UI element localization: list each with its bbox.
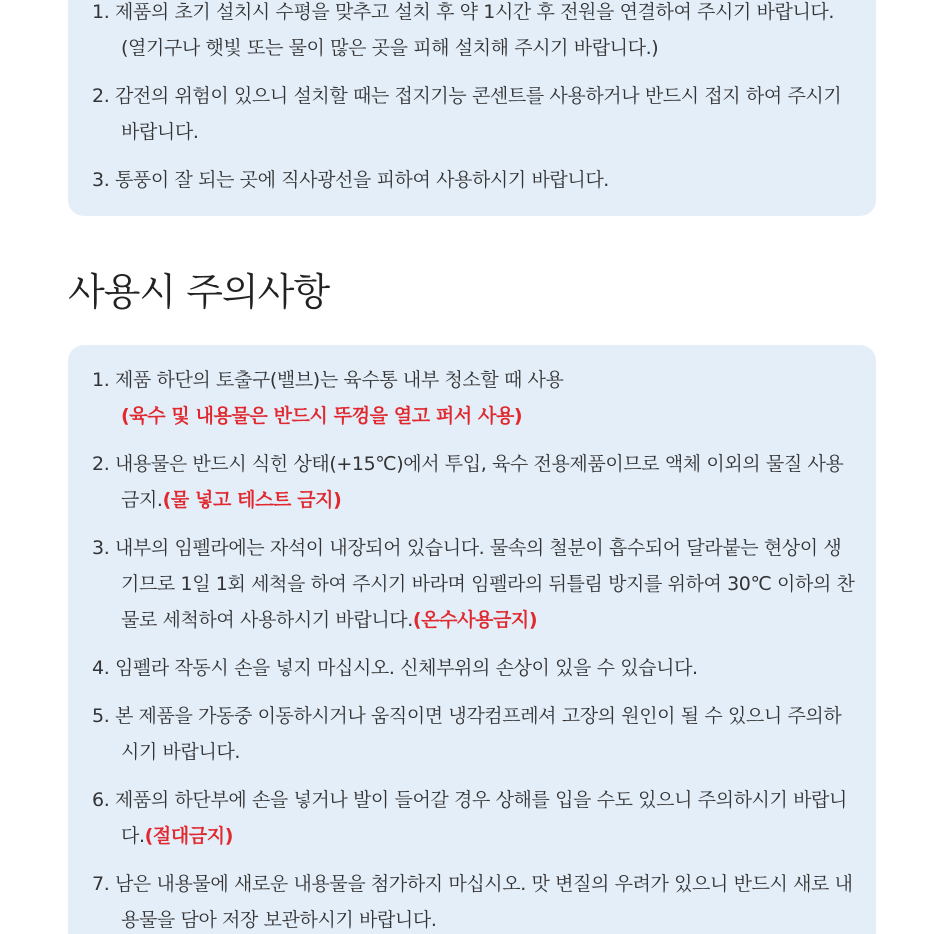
list-item [92, 650, 858, 686]
item-text: 제품의 하단부에 손을 넣거나 발이 들어갈 경우 상해를 입을 수도 있으니 주의하시기 바랍니다. [114, 789, 847, 847]
list-item [92, 782, 858, 854]
warning-highlight: (온수사용금지) [412, 609, 538, 631]
item-text: 본 제품을 가동중 이동하시거나 움직이면 냉각컴프레셔 고장의 원인이 될 수 있으니 주의하시기 바랍니다. [114, 705, 842, 763]
item-number: 7. [92, 873, 110, 895]
list-item [92, 78, 858, 150]
item-text: 제품의 초기 설치시 수평을 맞추고 설치 후 약 1시간 후 전원을 연결하여 주시기 바랍니다.(열기구나 햇빛 또는 물이 많은 곳을 피해 설치해 주시기 바랍니다.) [114, 1, 835, 59]
list-item [92, 446, 858, 518]
warning-highlight: (육수 및 내용물은 반드시 뚜껑을 열고 퍼서 사용) [121, 405, 523, 427]
usage-cautions-box [68, 345, 876, 934]
item-number: 4. [92, 657, 110, 679]
item-number: 2. [92, 453, 110, 475]
item-number: 3. [92, 537, 110, 559]
item-text: 감전의 위험이 있으니 설치할 때는 접지기능 콘센트를 사용하거나 반드시 접지 하여 주시기 바랍니다. [114, 85, 842, 143]
installation-notes-list [92, 0, 858, 210]
section-title: 사용시 주의사항 [68, 270, 330, 314]
item-number: 2. [92, 85, 110, 107]
item-number: 1. [92, 369, 110, 391]
list-item [92, 0, 858, 66]
item-number: 1. [92, 1, 110, 23]
item-text: 내부의 임펠라에는 자석이 내장되어 있습니다. 물속의 철분이 흡수되어 달라붙는 현상이 생기므로 1일 1회 세척을 하여 주시기 바라며 임펠라의 뒤틀림 방지를 위하여 30℃ 이하의 찬물로 세척하여 사용하시기 바랍니다. [114, 537, 855, 631]
installation-notes-box [68, 0, 876, 216]
warning-highlight: (절대금지) [144, 825, 233, 847]
list-item [92, 866, 858, 934]
usage-cautions-list [92, 362, 858, 934]
item-text: 임펠라 작동시 손을 넣지 마십시오. 신체부위의 손상이 있을 수 있습니다. [114, 657, 698, 679]
list-item [92, 162, 858, 198]
warning-highlight: (물 넣고 테스트 금지) [162, 489, 342, 511]
item-text: 내용물은 반드시 식힌 상태(+15℃)에서 투입, 육수 전용제품이므로 액체 이외의 물질 사용금지. [114, 453, 844, 511]
item-number: 5. [92, 705, 110, 727]
item-text: 제품 하단의 토출구(밸브)는 육수통 내부 청소할 때 사용 [114, 369, 564, 391]
item-number: 3. [92, 169, 110, 191]
list-item [92, 530, 858, 638]
item-text: 남은 내용물에 새로운 내용물을 첨가하지 마십시오. 맛 변질의 우려가 있으니 반드시 새로 내용물을 담아 저장 보관하시기 바랍니다. [114, 873, 853, 931]
list-item [92, 362, 858, 434]
item-number: 6. [92, 789, 110, 811]
list-item [92, 698, 858, 770]
item-text: 통풍이 잘 되는 곳에 직사광선을 피하여 사용하시기 바랍니다. [114, 169, 609, 191]
